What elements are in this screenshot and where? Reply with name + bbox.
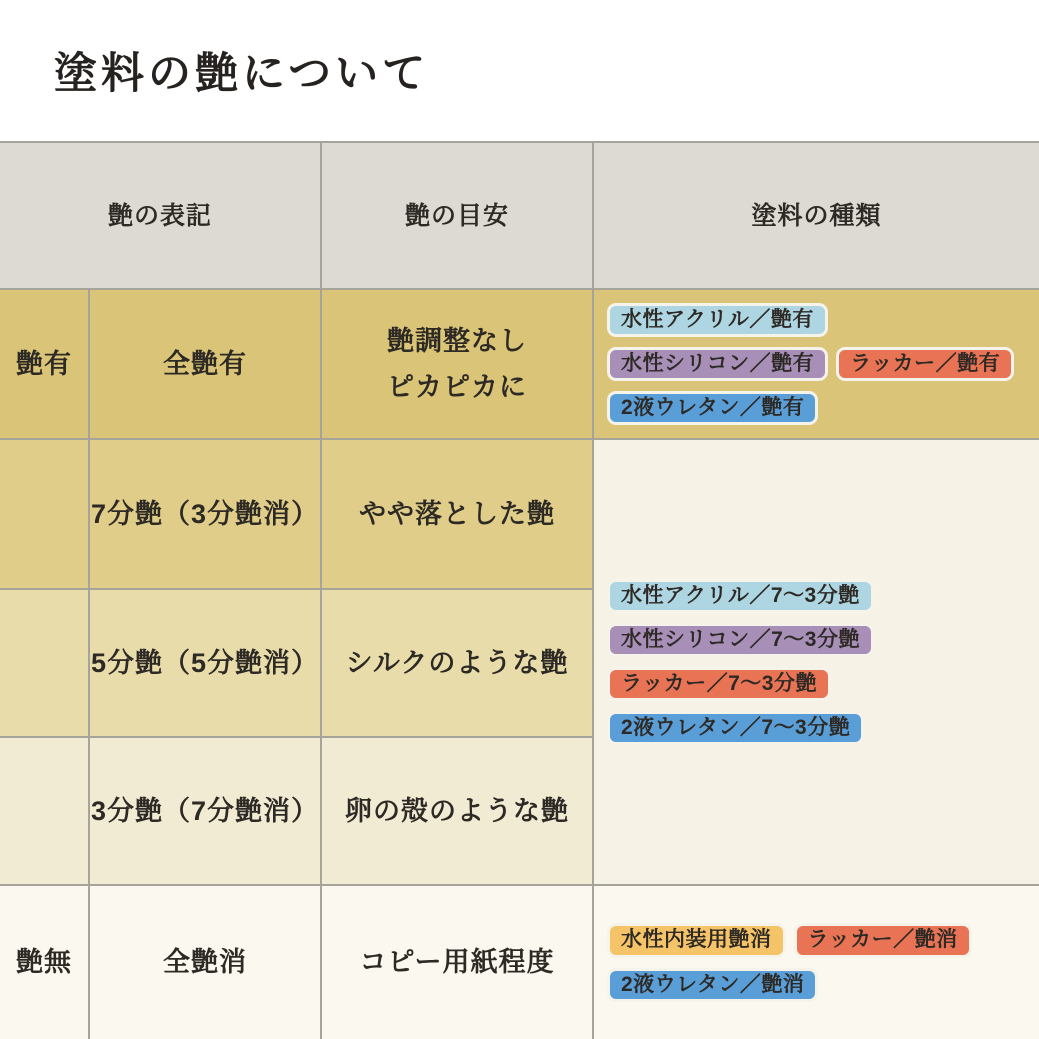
paints-full-matte	[594, 886, 1039, 1039]
paints-full-gloss	[594, 290, 1039, 438]
paint-tag-list	[607, 923, 1033, 1001]
notation-50-gloss: 5分艶（5分艶消）	[90, 590, 320, 736]
paint-tag: 2液ウレタン／7〜3分艶	[607, 711, 864, 745]
group-cell-empty-50	[0, 590, 88, 736]
notation-70-gloss: 7分艶（3分艶消）	[90, 440, 320, 588]
paint-tag: 水性シリコン／艶有	[607, 347, 828, 381]
guide-full-gloss	[322, 290, 592, 438]
group-label-matte: 艶無	[0, 886, 88, 1039]
header-gloss-guide: 艶の目安	[322, 143, 592, 288]
paint-tag-list	[607, 579, 874, 746]
header-paint-types: 塗料の種類	[594, 143, 1039, 288]
group-cell-empty-70	[0, 440, 88, 588]
guide-30-gloss: 卵の殻のような艶	[322, 738, 592, 884]
guide-50-gloss: シルクのような艶	[322, 590, 592, 736]
header-gloss-notation: 艶の表記	[0, 143, 320, 288]
paint-tag: ラッカー／艶有	[836, 347, 1014, 381]
paint-tag: 2液ウレタン／艶有	[607, 391, 818, 425]
paint-tag-list	[607, 303, 1033, 425]
notation-30-gloss: 3分艶（7分艶消）	[90, 738, 320, 884]
paint-tag: 水性アクリル／7〜3分艶	[607, 579, 874, 613]
paint-tag: 2液ウレタン／艶消	[607, 968, 818, 1002]
gloss-table	[0, 141, 1039, 1039]
guide-full-gloss-line2: ピカピカに	[387, 371, 527, 402]
paint-tag: ラッカー／艶消	[794, 923, 972, 957]
paint-tag: 水性内装用艶消	[607, 923, 786, 957]
group-cell-empty-30	[0, 738, 88, 884]
guide-full-gloss-line1: 艶調整なし	[387, 326, 527, 357]
notation-full-gloss: 全艶有	[90, 290, 320, 438]
group-label-glossy: 艶有	[0, 290, 88, 438]
notation-full-matte: 全艶消	[90, 886, 320, 1039]
guide-full-matte: コピー用紙程度	[322, 886, 592, 1039]
title-area	[0, 0, 1039, 141]
guide-70-gloss: やや落とした艶	[322, 440, 592, 588]
paint-tag: 水性アクリル／艶有	[607, 303, 828, 337]
paint-tag: 水性シリコン／7〜3分艶	[607, 623, 874, 657]
paint-tag: ラッカー／7〜3分艶	[607, 667, 831, 701]
page-title: 塗料の艶について	[54, 50, 430, 98]
paints-7to3-gloss	[594, 440, 1039, 884]
